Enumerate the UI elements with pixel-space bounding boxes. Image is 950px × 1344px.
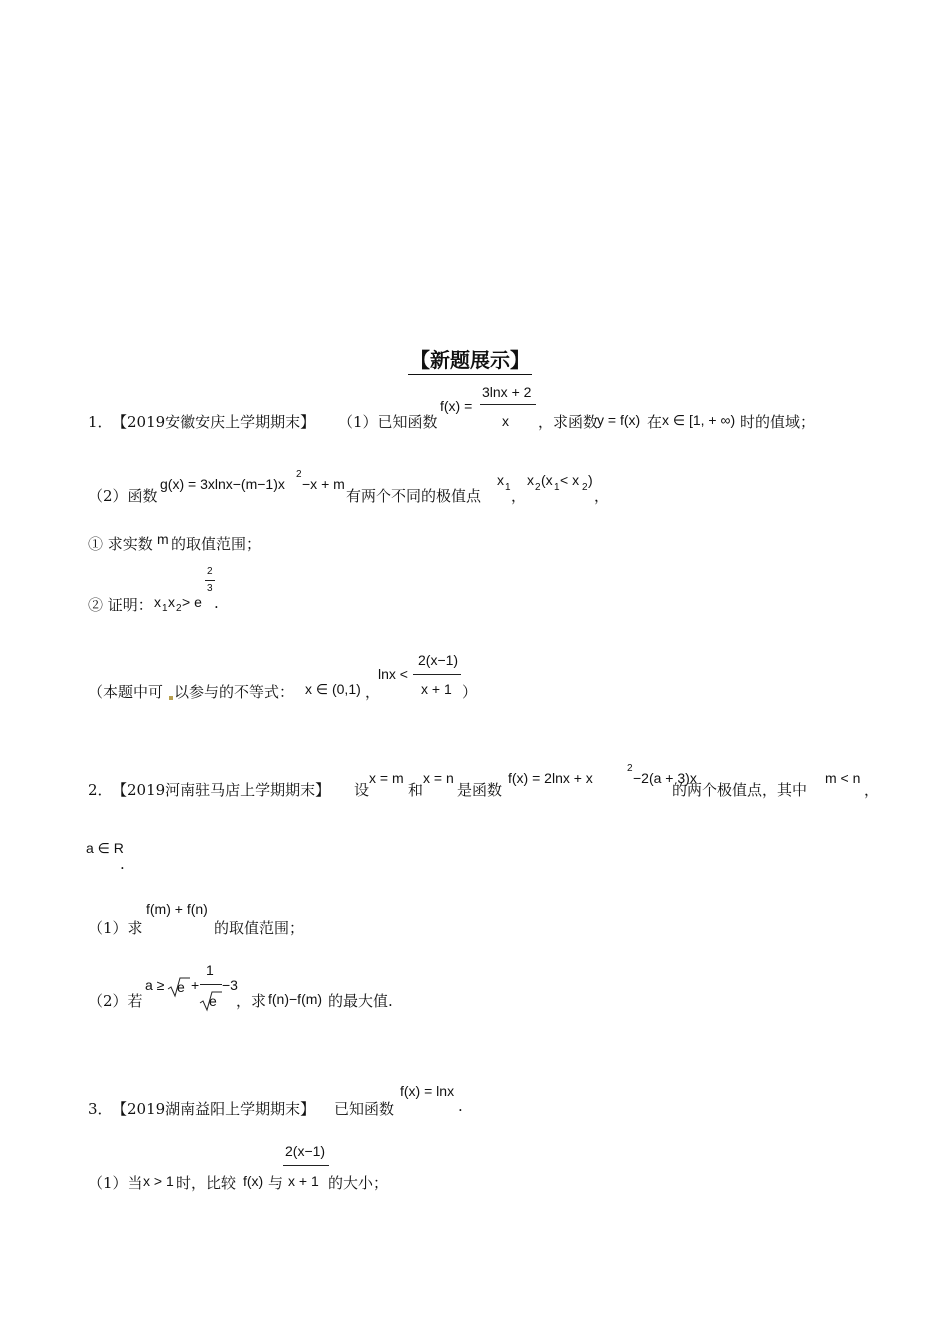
math-f-tail: −2(a + 3)x: [633, 770, 697, 786]
math-domain: x ∈ [1, + ∞): [662, 412, 736, 428]
text: .: [214, 594, 219, 612]
math-x: < x: [560, 472, 580, 488]
frac-numerator: 2(x−1): [285, 1143, 326, 1159]
source-tag: 【2019湖南益阳上学期期末】: [112, 1100, 316, 1118]
text: 是函数: [457, 781, 503, 799]
math-expr: a ∈ R: [86, 840, 124, 856]
text: ，求函数: [538, 413, 599, 431]
part-label: （1）当: [88, 1174, 143, 1192]
math-x: x: [527, 472, 534, 488]
math-g-tail: −x + m: [302, 476, 345, 492]
text: ，: [511, 487, 527, 505]
text: ，求: [236, 992, 267, 1010]
superscript: 2: [627, 763, 633, 774]
superscript: 2: [296, 469, 302, 480]
fraction-bar: [283, 1165, 329, 1166]
exponent-numerator: 2: [207, 566, 213, 577]
part-label: （1）已知函数: [338, 413, 438, 431]
text: 的最大值.: [328, 992, 393, 1010]
hint-label: （本题中可: [88, 683, 164, 701]
fraction-bar: [413, 674, 461, 675]
text: 的两个极值点，其中: [672, 781, 808, 799]
section-title: 【新题展示】: [408, 344, 532, 375]
math-x: (x: [541, 472, 553, 488]
text: 与: [268, 1174, 284, 1192]
subscript: 1: [505, 482, 511, 493]
fraction-bar: [205, 580, 215, 581]
subscript: 2: [176, 603, 182, 614]
math-x: x: [168, 594, 175, 610]
math-f: f(x) = 2lnx + x: [508, 770, 593, 786]
part-label: （2）函数: [88, 487, 158, 505]
math-expr: y = f(x): [597, 412, 641, 428]
text: 时，比较: [176, 1174, 237, 1192]
frac-denominator: x + 1: [288, 1173, 319, 1189]
math-fx-lhs: f(x) =: [440, 398, 473, 414]
text: 在: [647, 413, 663, 431]
subscript: 1: [162, 603, 168, 614]
frac-denominator: x + 1: [421, 681, 452, 697]
subscript: 1: [554, 482, 560, 493]
frac-numerator: 2(x−1): [418, 652, 459, 668]
fraction-bar: [200, 984, 222, 985]
math-expr: x = m: [369, 770, 404, 786]
math-expr: x = n: [423, 770, 454, 786]
part-label: （1）求: [88, 919, 143, 937]
sub-question-label: ① 求实数: [88, 535, 153, 553]
math-expr: x > 1: [143, 1173, 174, 1189]
math-e: e: [177, 979, 185, 995]
question-number: 3．: [88, 1100, 113, 1118]
subscript: 2: [582, 482, 588, 493]
math-e: > e: [182, 594, 202, 610]
text: ，: [365, 683, 381, 701]
sub-question-label: ② 证明：: [88, 596, 153, 614]
math-lnx: lnx <: [378, 666, 408, 682]
text: 已知函数: [334, 1100, 395, 1118]
math-plus: +: [191, 977, 200, 993]
text: ）: [462, 683, 478, 701]
text: 有两个不同的极值点: [346, 487, 482, 505]
source-tag: 【2019安徽安庆上学期期末】: [112, 413, 316, 431]
frac-denominator: x: [502, 413, 509, 429]
text: 的取值范围；: [214, 919, 305, 937]
math-g: g(x) = 3xlnx−(m−1)x: [160, 476, 285, 492]
math-var: m: [157, 531, 169, 547]
part-label: （2）若: [88, 992, 143, 1010]
math-expr: f(m) + f(n): [146, 901, 208, 917]
question-number: 1．: [88, 413, 113, 431]
math-x: x: [154, 594, 161, 610]
text: 和: [408, 781, 424, 799]
math-f: f(x) = lnx: [400, 1083, 455, 1099]
question-number: 2．: [88, 781, 113, 799]
math-fx: f(x): [243, 1173, 264, 1189]
text: 的大小；: [328, 1174, 389, 1192]
math-x: x: [497, 472, 504, 488]
math-domain: x ∈ (0,1): [305, 681, 361, 697]
math-expr: a ≥: [145, 977, 165, 993]
text: .: [458, 1097, 463, 1115]
text: 设: [354, 781, 370, 799]
frac-numerator: 3lnx + 2: [482, 384, 532, 400]
math-x: ): [588, 472, 593, 488]
frac-numerator: 1: [206, 962, 214, 978]
fraction-bar: [480, 404, 536, 405]
math-minus: −3: [222, 977, 238, 993]
math-e: e: [209, 993, 217, 1009]
exponent-denominator: 3: [207, 583, 213, 594]
text: 时的值域；: [740, 413, 816, 431]
source-tag: 【2019河南驻马店上学期期末】: [112, 781, 331, 799]
text: ，: [594, 487, 610, 505]
text: ，: [864, 781, 880, 799]
text: 的取值范围；: [171, 535, 262, 553]
math-expr: m < n: [825, 770, 861, 786]
marker-dot: [169, 696, 173, 700]
text: 以参与的不等式：: [174, 683, 295, 701]
subscript: 2: [535, 482, 541, 493]
text: .: [120, 855, 125, 873]
math-expr: f(n)−f(m): [268, 991, 323, 1007]
